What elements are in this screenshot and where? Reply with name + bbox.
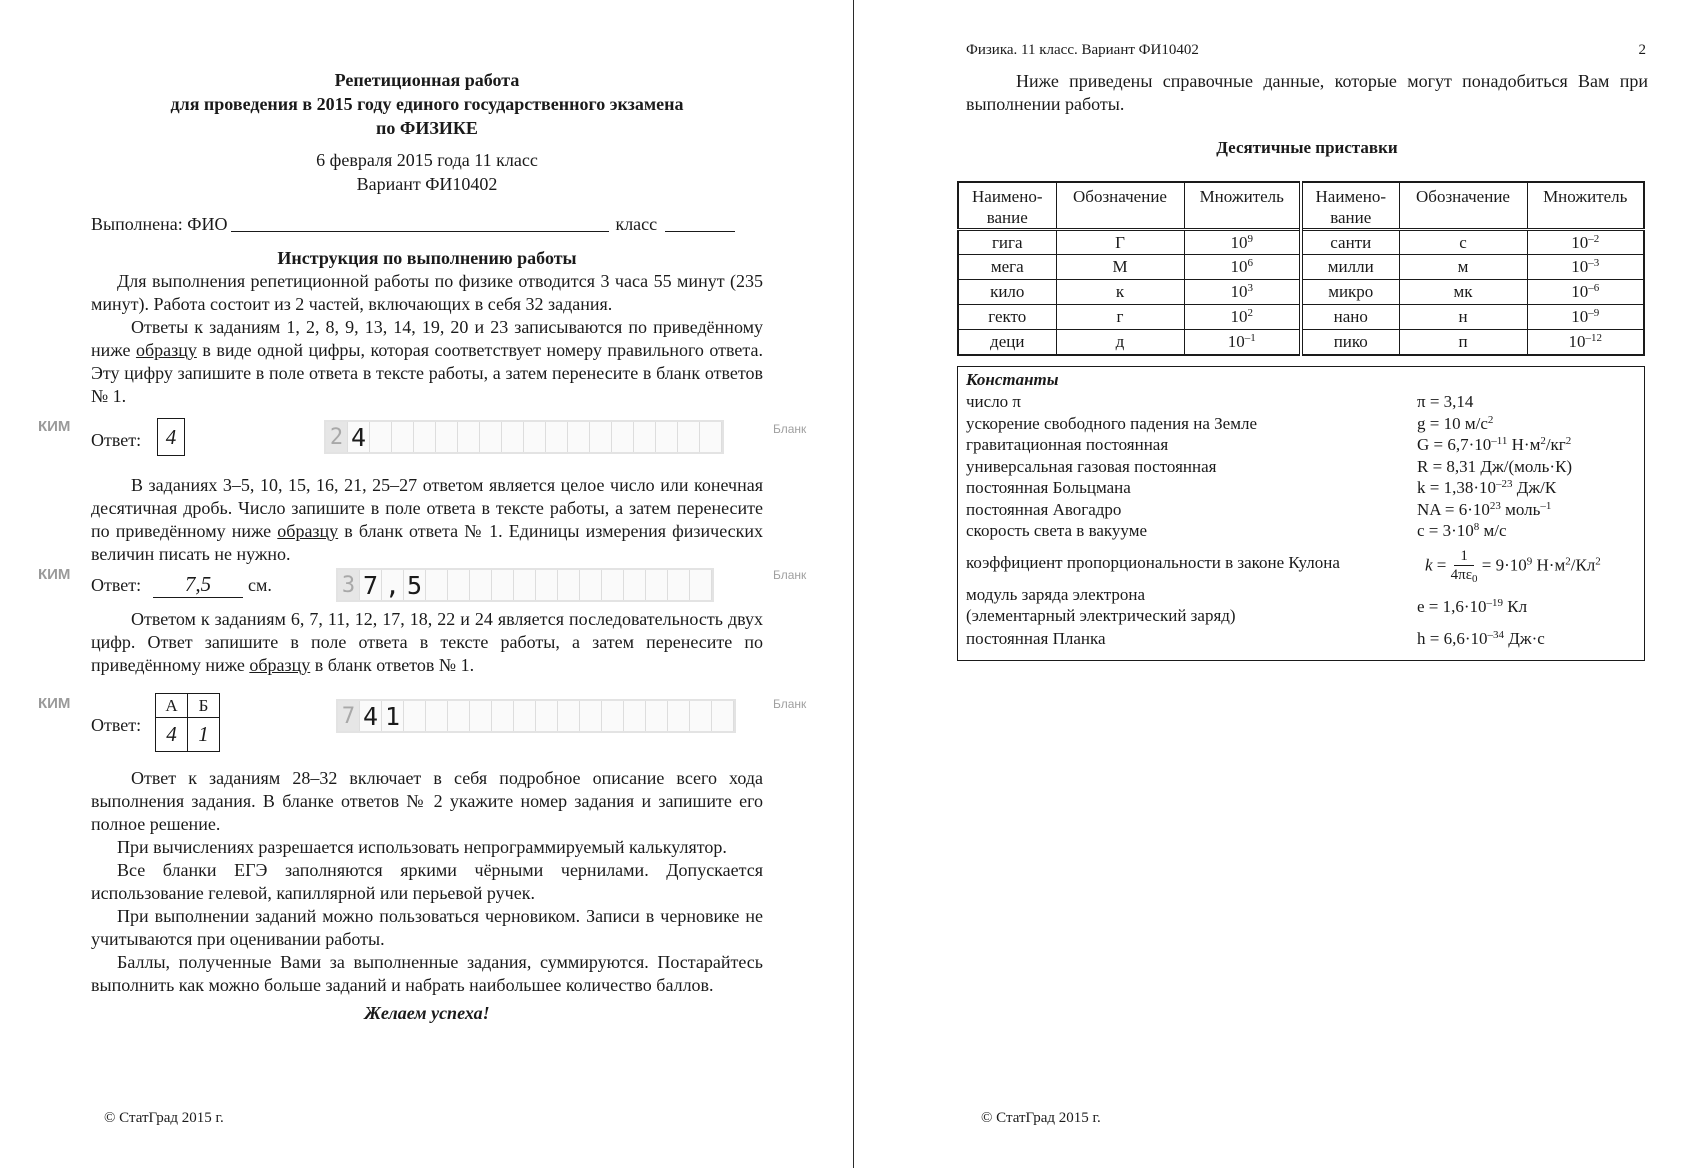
e-value-text: e = 1,6·10 xyxy=(1417,596,1487,616)
prefix-name: гига xyxy=(958,230,1056,255)
exponent: 2 xyxy=(1565,554,1571,567)
prefix-symbol: М xyxy=(1056,255,1184,280)
constant-name-note: (элементарный электрический заряд) xyxy=(966,606,1236,625)
grid-cell xyxy=(668,701,690,731)
grid-cell xyxy=(392,422,414,452)
page-number: 2 xyxy=(1638,42,1646,58)
grid-task-number: 7 xyxy=(338,701,360,731)
exponent: 6 xyxy=(1247,257,1253,269)
grid-cell xyxy=(602,701,624,731)
k-value-text: k = 1,38·10 xyxy=(1417,478,1496,497)
exponent: 8 xyxy=(1473,521,1480,533)
h-value-text: h = 6,6·10 xyxy=(1417,628,1488,648)
prefix-multiplier xyxy=(1184,280,1301,305)
grid-cell xyxy=(700,422,722,452)
constant-name: ускорение свободного падения на Земле xyxy=(966,413,1257,433)
constant-name: постоянная Больцмана xyxy=(966,478,1131,497)
prefix-multiplier xyxy=(1527,255,1644,280)
sample-answer-3 xyxy=(38,677,807,767)
constant-row xyxy=(966,584,1644,628)
exponent: –19 xyxy=(1486,596,1504,609)
prefix-multiplier xyxy=(1527,280,1644,305)
grid-cell xyxy=(514,701,536,731)
c-value-text: c = 3·10 xyxy=(1417,521,1474,540)
multiplier-base: 10 xyxy=(1568,331,1586,351)
multiplier-base: 10 xyxy=(1230,232,1248,252)
answer-label: Ответ: xyxy=(91,430,142,450)
grid-cell: 4 xyxy=(348,422,370,452)
exponent: –2 xyxy=(1588,232,1600,245)
grid-cell xyxy=(370,422,392,452)
exponent: –1 xyxy=(1244,331,1256,344)
grid-cell xyxy=(426,701,448,731)
prefix-name: мега xyxy=(958,255,1056,280)
constant-row xyxy=(966,628,1644,650)
grid-cell xyxy=(470,570,492,600)
prefix-row xyxy=(958,280,1644,305)
handwritten-answer-line: 7,5 xyxy=(153,571,243,598)
prefix-symbol: н xyxy=(1399,305,1527,330)
constant-row xyxy=(966,477,1644,499)
decimal-prefix-table xyxy=(957,181,1645,356)
grid-cell xyxy=(624,701,646,731)
constant-name: модуль заряда электрона xyxy=(966,584,1146,604)
grid-cell xyxy=(492,701,514,731)
prefix-multiplier xyxy=(1527,305,1644,330)
constant-value: NA = $6\cdot 10^{23}$ моль$^{-1}$ xyxy=(1417,499,1552,519)
handwritten-answer-box: 4 xyxy=(157,418,185,456)
grid-cell xyxy=(448,701,470,731)
title-line-3: по ФИЗИКЕ xyxy=(376,118,478,138)
blank-label: Бланк xyxy=(773,422,807,436)
constant-name: постоянная Авогадро xyxy=(966,499,1122,519)
constant-name: коэффициент пропорциональности в законе Кулона xyxy=(966,552,1340,572)
prefix-name: пико xyxy=(1301,330,1399,355)
grid-cell xyxy=(404,701,426,731)
constant-row xyxy=(966,456,1644,478)
answer-grid-strip xyxy=(324,420,724,454)
constant-value: R = 8,31 Дж/(моль·К) xyxy=(1417,456,1573,476)
sample-link[interactable]: образцу xyxy=(135,340,197,360)
prefix-symbol: мк xyxy=(1399,280,1527,305)
grid-cell xyxy=(568,422,590,452)
prefix-symbol: с xyxy=(1399,230,1527,255)
grid-cell xyxy=(470,701,492,731)
constant-value: $e = 1,6\cdot 10^{-19}$ Кл xyxy=(1417,596,1528,616)
NA-value-text: NA = 6·10 xyxy=(1417,499,1490,519)
prefix-multiplier xyxy=(1184,230,1301,255)
exponent: 2 xyxy=(1247,307,1253,319)
class-label: класс xyxy=(615,214,658,234)
constant-value xyxy=(1417,413,1493,435)
fio-field[interactable] xyxy=(231,231,609,232)
p4-text-a: Ответом к заданиям 6, 7, 11, 12, 17, 18, 22 и 24 является последовательность двух цифр. Ответ запишите в поле ответа в тексте работы, а затем перенесите по приведённому ниже xyxy=(91,609,763,675)
p2-text-b: в виде одной цифры, которая соответствует номеру правильного ответа. Эту цифру запишите в поле ответа в тексте работы, а затем перенесите в бланк ответов № 1. xyxy=(91,340,763,406)
prefix-row xyxy=(958,255,1644,280)
prefix-table-body xyxy=(958,230,1644,355)
constant-name: постоянная Планка xyxy=(966,628,1106,648)
title-line-1: Репетиционная работа xyxy=(334,70,520,90)
prefix-symbol: п xyxy=(1399,330,1527,355)
prefix-row xyxy=(958,330,1644,355)
prefix-row xyxy=(958,230,1644,255)
prefix-name: кило xyxy=(958,280,1056,305)
prefix-multiplier xyxy=(1184,330,1301,355)
exponent: 9 xyxy=(1247,232,1253,245)
exponent: 9 xyxy=(1526,554,1533,567)
table-header-row xyxy=(958,182,1644,230)
constant-value: k = $\frac{1}{4\pi\varepsilon_0}$ = $9\cdot 10^9$ $Н\cdot м^2/Кл^2$ xyxy=(1425,547,1601,585)
multiplier-base: 10 xyxy=(1571,282,1589,301)
exponent: 2 xyxy=(1487,413,1494,426)
constant-row xyxy=(966,391,1644,413)
exponent: –34 xyxy=(1487,628,1504,641)
column-header: Обозначение xyxy=(1056,182,1184,230)
sample-link[interactable]: образцу xyxy=(277,521,339,541)
grid-cell xyxy=(656,422,678,452)
grid-cell xyxy=(426,570,448,600)
column-a-value: 4 xyxy=(156,718,188,752)
constants-title: Константы xyxy=(966,370,1059,389)
g-value-text: g = 10 м/с xyxy=(1417,413,1488,433)
prefix-multiplier xyxy=(1527,230,1644,255)
paragraph-score: Баллы, полученные Вами за выполненные задания, суммируются. Постарайтесь выполнить как можно больше заданий и набрать наибольшее количество баллов. xyxy=(91,952,763,995)
coulomb-fraction: $\frac{1}{4\pi\varepsilon_0}$ xyxy=(1450,547,1478,585)
prefix-symbol: г xyxy=(1056,305,1184,330)
prefix-name: микро xyxy=(1301,280,1399,305)
prefix-multiplier xyxy=(1184,255,1301,280)
exponent: –6 xyxy=(1588,282,1600,294)
prefix-symbol: м xyxy=(1399,255,1527,280)
copyright-footer: © СтатГрад 2015 г. xyxy=(104,1110,224,1126)
grid-cell xyxy=(602,570,624,600)
paragraph-calculator: При вычислениях разрешается использовать непрограммируемый калькулятор. xyxy=(117,837,727,857)
column-header: Обозначение xyxy=(1399,182,1527,230)
constant-row xyxy=(966,434,1644,456)
date-and-variant xyxy=(91,148,763,196)
column-header: Наимено-вание xyxy=(958,182,1056,230)
exponent: 2 xyxy=(1595,554,1601,567)
prefix-multiplier xyxy=(1184,305,1301,330)
grid-cell xyxy=(678,422,700,452)
unit-label: см. xyxy=(248,575,272,595)
prefix-symbol: д xyxy=(1056,330,1184,355)
grid-cell: 1 xyxy=(382,701,404,731)
paragraph-ink: Все бланки ЕГЭ заполняются яркими чёрными чернилами. Допускается использование гелевой, капиллярной или перьевой ручек. xyxy=(91,860,763,903)
doc-title xyxy=(91,68,763,140)
good-luck-text: Желаем успеха! xyxy=(364,1003,490,1023)
grid-cell xyxy=(580,570,602,600)
grid-cell xyxy=(524,422,546,452)
exponent: 23 xyxy=(1489,499,1501,512)
fio-label: Выполнена: ФИО xyxy=(91,214,228,234)
multiplier-base: 10 xyxy=(1230,257,1248,276)
p3-text-b: в бланк ответа № 1. Единицы измерения физических величин писать не нужно. xyxy=(91,521,763,564)
exponent: –1 xyxy=(1540,499,1552,512)
exponent: –11 xyxy=(1491,435,1508,447)
grid-cell xyxy=(514,570,536,600)
paragraph-single-digit xyxy=(91,316,763,408)
paragraph-detailed: Ответ к заданиям 28–32 включает в себя подробное описание всего хода выполнения задания. В бланке ответов № 2 укажите номер задания и запишите его полное решение. xyxy=(91,768,763,834)
multiplier-base: 10 xyxy=(1230,282,1248,301)
kim-label: КИМ xyxy=(38,695,71,712)
sample-answer-2 xyxy=(38,566,807,608)
prefix-name: санти xyxy=(1301,230,1399,255)
constant-name: скорость света в вакууме xyxy=(966,521,1148,540)
exponent: 2 xyxy=(1565,435,1572,447)
constant-value: $c = 3\cdot 10^8$ м/с xyxy=(1417,521,1507,540)
sample-link[interactable]: образцу xyxy=(249,655,311,675)
G-value-text: G = 6,7·10 xyxy=(1417,435,1492,454)
grid-cell xyxy=(558,701,580,731)
blank-label: Бланк xyxy=(773,568,807,582)
grid-cell xyxy=(436,422,458,452)
grid-cell: 7 xyxy=(360,570,382,600)
grid-cell xyxy=(668,570,690,600)
prefix-multiplier xyxy=(1527,330,1644,355)
multiplier-base: 10 xyxy=(1227,331,1245,351)
grid-cell: , xyxy=(382,570,404,600)
grid-cell xyxy=(590,422,612,452)
exponent: –12 xyxy=(1585,331,1602,344)
paragraph-draft: При выполнении заданий можно пользоваться черновиком. Записи в черновике не учитываются при оценивании работы. xyxy=(91,906,763,949)
prefix-name: милли xyxy=(1301,255,1399,280)
grid-cell xyxy=(536,701,558,731)
grid-cell xyxy=(448,570,470,600)
title-line-2: для проведения в 2015 году единого государственного экзамена xyxy=(170,94,684,114)
header-title: Физика. 11 класс. Вариант ФИ10402 xyxy=(966,42,1199,58)
kim-label: КИМ xyxy=(38,418,71,435)
sample-answer-1 xyxy=(38,408,807,474)
running-header xyxy=(966,42,1646,59)
column-a-header: А xyxy=(156,694,188,718)
constant-row xyxy=(966,520,1644,542)
fio-line xyxy=(91,212,763,236)
constant-row xyxy=(966,413,1644,435)
grid-cell xyxy=(712,701,734,731)
constant-name: универсальная газовая постоянная xyxy=(966,456,1217,476)
grid-cell: 5 xyxy=(404,570,426,600)
paragraph-sequence xyxy=(91,608,763,677)
p2-text-a: Ответы к заданиям 1, 2, 8, 9, 13, 14, 19, 20 и 23 записываются по приведённому ниже xyxy=(91,317,763,360)
date-line: 6 февраля 2015 года 11 класс xyxy=(316,150,538,170)
prefix-symbol: к xyxy=(1056,280,1184,305)
instructions-title: Инструкция по выполнению работы xyxy=(277,248,577,268)
grid-cell xyxy=(690,570,712,600)
blank-label: Бланк xyxy=(773,697,807,711)
grid-cell xyxy=(546,422,568,452)
column-b-value: 1 xyxy=(188,718,220,752)
constant-row xyxy=(966,499,1644,521)
grid-cell xyxy=(492,570,514,600)
prefix-name: нано xyxy=(1301,305,1399,330)
answer-label: Ответ: xyxy=(91,575,142,595)
grid-cell xyxy=(458,422,480,452)
p3-text-a: В заданиях 3–5, 10, 15, 16, 21, 25–27 ответом является целое число или конечная десятичная дробь. Число запишите в поле ответа в тексте работы, а затем перенесите по приведённому ниже xyxy=(91,475,763,541)
constants-box xyxy=(957,366,1645,661)
paragraph-decimal xyxy=(91,474,763,566)
constant-name: число π xyxy=(966,392,1022,411)
exponent: –23 xyxy=(1496,478,1513,490)
left-page-content xyxy=(38,68,807,1025)
multiplier-base: 10 xyxy=(1571,307,1589,326)
grid-cell xyxy=(634,422,656,452)
constant-value: π = 3,14 xyxy=(1417,392,1474,411)
constant-row xyxy=(966,542,1644,584)
reference-intro: Ниже приведены справочные данные, которые могут понадобиться Вам при выполнении работы. xyxy=(966,71,1648,114)
copyright-footer: © СтатГрад 2015 г. xyxy=(981,1110,1101,1126)
prefix-row xyxy=(958,305,1644,330)
answer-grid-strip xyxy=(336,699,736,733)
paragraph-time: Для выполнения репетиционной работы по физике отводится 3 часа 55 минут (235 минут). Работа состоит из 2 частей, включающих в себя 32 задания. xyxy=(91,271,763,314)
grid-cell xyxy=(502,422,524,452)
prefix-name: гекто xyxy=(958,305,1056,330)
multiplier-base: 10 xyxy=(1571,257,1589,276)
answer-grid-strip xyxy=(336,568,714,602)
grid-task-number: 2 xyxy=(326,422,348,452)
grid-cell xyxy=(646,570,668,600)
grid-task-number: 3 xyxy=(338,570,360,600)
constant-value: $k = 1,38\cdot 10^{-23}$ Дж/К xyxy=(1417,478,1557,497)
exponent: 3 xyxy=(1247,282,1253,294)
prefix-name: деци xyxy=(958,330,1056,355)
column-header: Множитель xyxy=(1184,182,1301,230)
grid-cell xyxy=(612,422,634,452)
exponent: –9 xyxy=(1588,307,1600,319)
constant-name: гравитационная постоянная xyxy=(966,435,1169,454)
prefix-symbol: Г xyxy=(1056,230,1184,255)
column-header: Множитель xyxy=(1527,182,1644,230)
grid-cell: 4 xyxy=(360,701,382,731)
grid-cell xyxy=(580,701,602,731)
exponent: –3 xyxy=(1588,257,1600,269)
grid-cell xyxy=(536,570,558,600)
column-b-header: Б xyxy=(188,694,220,718)
prefix-section-title: Десятичные приставки xyxy=(1216,138,1398,157)
exponent: 2 xyxy=(1540,435,1546,447)
right-page xyxy=(854,0,1706,1168)
ab-answer-table xyxy=(155,693,220,752)
grid-cell xyxy=(480,422,502,452)
p4-text-b: в бланк ответов № 1. xyxy=(310,655,475,675)
multiplier-base: 10 xyxy=(1230,307,1248,326)
grid-cell xyxy=(624,570,646,600)
kim-label: КИМ xyxy=(38,566,71,583)
column-header: Наимено-вание xyxy=(1301,182,1399,230)
constant-value: $G = 6,7\cdot 10^{-11}$ $Н\cdot м^2/кг^2$ xyxy=(1417,435,1572,454)
grid-cell xyxy=(558,570,580,600)
answer-label: Ответ: xyxy=(91,715,142,735)
grid-cell xyxy=(690,701,712,731)
multiplier-base: 10 xyxy=(1571,232,1589,252)
grid-cell xyxy=(414,422,436,452)
variant-line: Вариант ФИ10402 xyxy=(356,174,498,194)
grid-cell xyxy=(646,701,668,731)
constant-value: $h = 6,6\cdot 10^{-34}$ Дж·с xyxy=(1417,628,1545,648)
coulomb-value-text: = 9·10 xyxy=(1481,554,1527,574)
class-field[interactable] xyxy=(665,231,735,232)
